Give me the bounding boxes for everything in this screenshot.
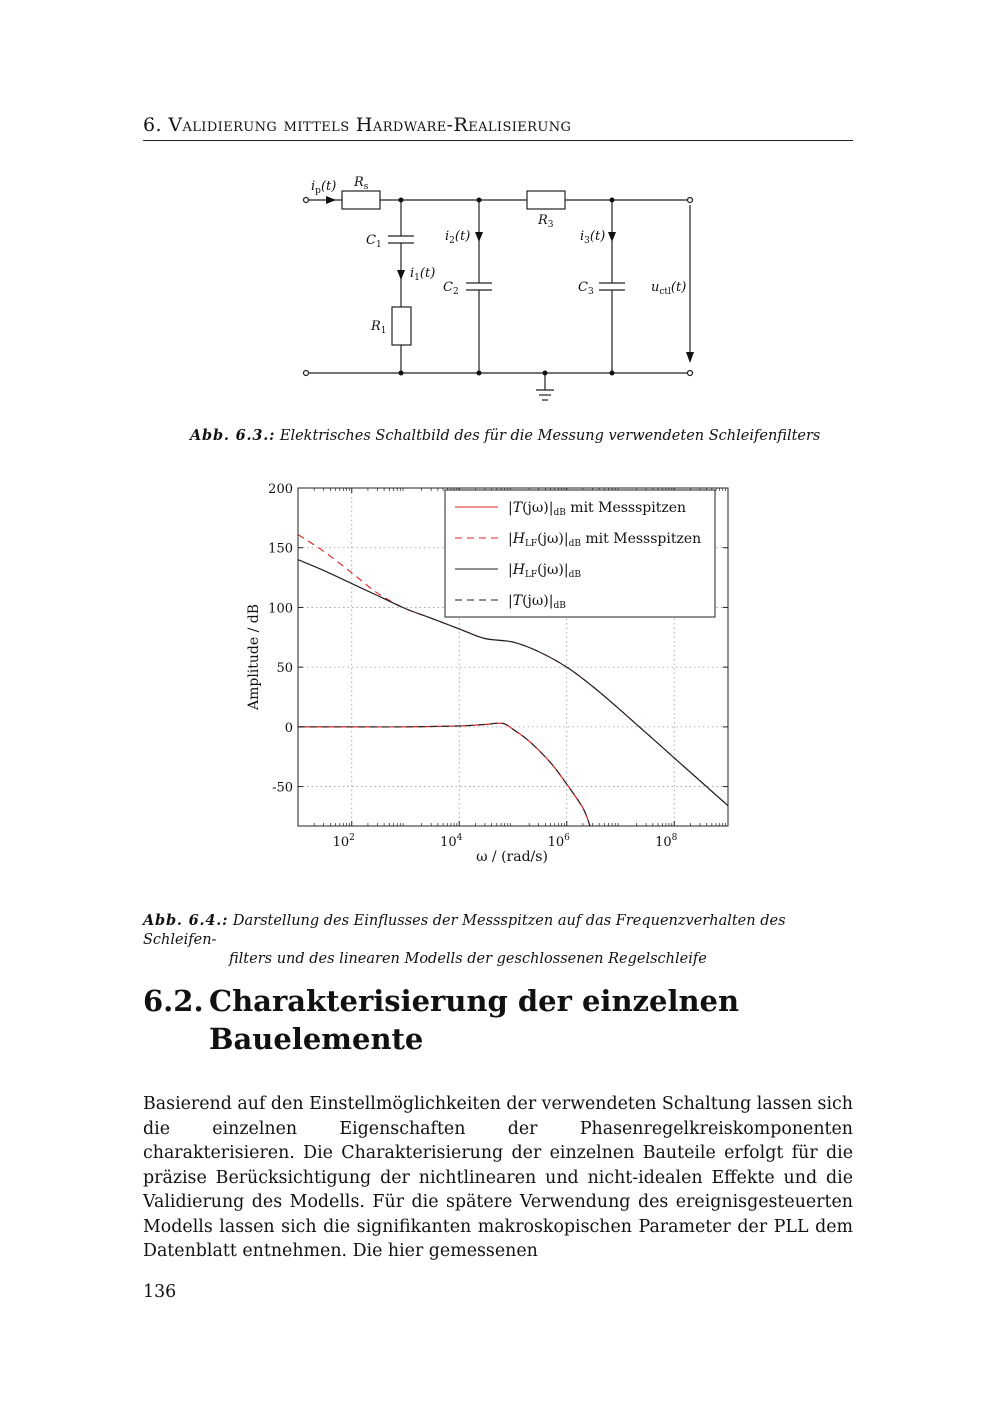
- legend-label: $|T(j\omega)|_{dB}$ mit Messspitzen: [508, 500, 687, 518]
- label-r3: $R_3$: [538, 213, 554, 230]
- y-tick-label: 50: [276, 661, 293, 677]
- caption-text-line1: Darstellung des Einflusses der Messspitzen auf das Frequenzverhalten des Schleifen-: [143, 913, 786, 948]
- y-axis-label: Amplitude / dB: [246, 603, 262, 711]
- running-header: [143, 114, 853, 141]
- page-number: 136: [143, 1282, 177, 1302]
- label-c2: $C_2$: [443, 280, 459, 297]
- figure-6-4-caption: [143, 911, 858, 969]
- y-tick-label: 150: [268, 541, 293, 557]
- label-c1: $C_1$: [366, 233, 382, 250]
- legend-label: $|H_{LF}(j\omega)|_{dB}$ mit Messspitzen: [508, 531, 702, 549]
- circuit-diagram: [290, 168, 710, 408]
- x-tick-label: $10^2$: [332, 833, 355, 850]
- x-axis-label: ω / (rad/s): [476, 849, 548, 865]
- figure-6-3-caption: [190, 426, 830, 446]
- label-ip: $i_p(t)$: [311, 179, 337, 196]
- chart-legend: [445, 490, 715, 617]
- y-tick-label: -50: [272, 780, 293, 796]
- x-tick-label: $10^4$: [440, 833, 463, 850]
- y-tick-label: 200: [268, 482, 293, 497]
- caption-label: Abb. 6.3.:: [190, 427, 276, 444]
- resistor-r1: [392, 307, 411, 345]
- x-tick-label: $10^8$: [655, 833, 678, 850]
- section-title-line1: Charakterisierung der einzelnen: [209, 984, 740, 1018]
- chapter-title: 6. Validierung mittels Hardware-Realisierung: [143, 114, 572, 136]
- caption-text-line2: filters und des linearen Modells der geschlossenen Regelschleife: [229, 951, 707, 967]
- caption-label: Abb. 6.4.:: [143, 912, 229, 929]
- series-line-T: [298, 723, 590, 826]
- legend-label: $|T(j\omega)|_{dB}$: [508, 593, 566, 611]
- section-heading: [143, 982, 863, 1058]
- y-tick-label: 0: [284, 720, 293, 736]
- body-paragraph: Basierend auf den Einstellmöglichkeiten der verwendeten Schaltung lassen sich die einzelnen Eigenschaften der Phasenregelkreiskomponenten charakterisieren. Die Charakterisierung der einzelnen Bauteile erfolgt für die präzise Berücksichtigung der nichtlinearen und nicht-idealen Effekte und die Validierung des Modells. Für die spätere Verwendung des ereignisgesteuerten Modells lassen sich die signifikanten makroskopischen Parameter der PLL dem Datenblatt entnehmen. Die hier gemessenen: [143, 1094, 853, 1262]
- section-number: 6.2.: [143, 984, 204, 1018]
- section-title-line2: Bauelemente: [209, 1022, 424, 1056]
- caption-text: Elektrisches Schaltbild des für die Messung verwendeten Schleifenfilters: [279, 428, 821, 444]
- label-i2: $i_2(t)$: [445, 229, 471, 246]
- label-i1: $i_1(t)$: [410, 266, 436, 283]
- label-uctl: $u_{ctl}(t)$: [651, 280, 687, 297]
- series-line-T_mess: [298, 723, 590, 826]
- label-i3: $i_3(t)$: [580, 229, 606, 246]
- label-rs: $R_s$: [354, 175, 369, 192]
- resistor-r3: [527, 191, 565, 209]
- x-tick-label: $10^6$: [547, 833, 570, 850]
- y-tick-label: 100: [268, 601, 293, 617]
- label-c3: $C_3$: [578, 280, 594, 297]
- label-r1: $R_1$: [371, 319, 387, 336]
- resistor-rs: [342, 191, 380, 209]
- legend-label: $|H_{LF}(j\omega)|_{dB}$: [508, 562, 581, 580]
- bode-chart: [240, 475, 740, 870]
